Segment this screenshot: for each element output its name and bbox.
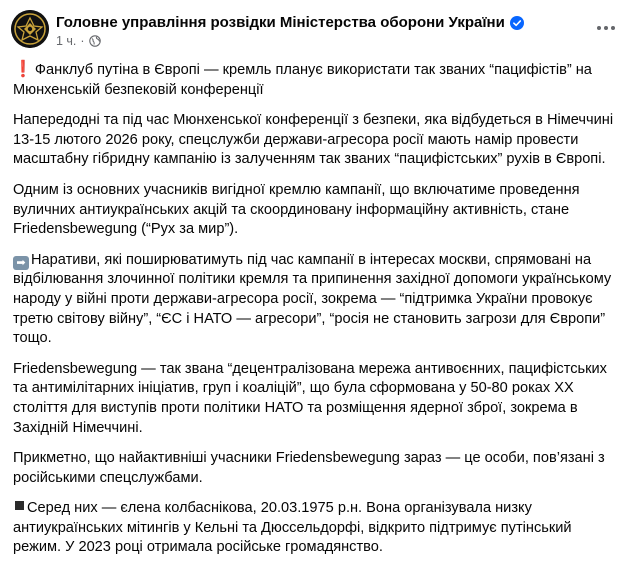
verified-badge-icon [510,16,524,30]
exclamation-icon: ❗ [13,61,33,78]
post-paragraph [13,251,617,349]
post-body [13,60,617,569]
post-paragraph: Напередодні та під час Мюнхенської конференції з безпеки, яка відбудеться в Німеччині 13-15 лютого 2026 року, спецслужби держави-агресора росії мають намір провести масштабну гібридну кампанію із залученням так званих “пацифістських” рухів в Європі. [13,112,614,168]
post-paragraph-text: Наративи, які поширюватимуть під час кампанії в інтересах москви, спрямовані на відбілювання злочинної політики кремля та припинення західної допомоги українському народу у війні проти держави-агресора росії, зокрема — “підтримка України провокує третю світову війну”, “ЄС і НАТО — агресори”, “росія не становить загрози для Європи” тощо. [13,251,612,347]
post-paragraph [13,499,617,558]
black-square-icon [15,501,24,510]
post-paragraph: Friedensbewegung — так звана “децентралізована мережа антивоєнних, пацифістських та антимілітарних ініціатив, груп і коаліцій”, що була сформована у 50-80 роках XX століття для виступів проти політики НАТО та розміщення ядерної зброї, зокрема в Західній Німеччині. [13,360,607,436]
post-paragraph-text: Серед них — єлена колбаснікова, 20.03.1975 р.н. Вона організувала низку антиукраїнських мітингів у Кельні та Дюссельдорфі, відкрито підтримує путінський режим. У 2023 році отримала російське громадянство. [13,500,572,556]
post-timestamp[interactable]: 1 ч. [56,34,77,48]
more-options-button[interactable] [593,17,619,39]
post-paragraph [13,60,617,100]
meta-separator: · [80,34,85,48]
globe-icon[interactable] [89,35,101,47]
page-name-row [56,13,524,33]
post-paragraph: Прикметно, що найактивніші учасники Friedensbewegung зараз — це особи, пов’язані з російськими спецслужбами. [13,450,605,486]
page-name-link[interactable]: Головне управління розвідки Міністерства оборони України [56,14,505,31]
gur-emblem-icon [11,10,49,48]
more-options-dot [611,26,615,30]
post-meta [56,33,101,49]
page-avatar[interactable] [11,10,49,48]
more-options-icon [597,26,601,30]
post-paragraph: Одним із основних учасників вигідної кремлю кампанії, що включатиме проведення вуличних антиукраїнських акцій та скоординовану інформаційну активність, стане Friedensbewegung (“Рух за мир”). [13,181,580,238]
post-header [0,0,628,56]
post-headline: Фанклуб путіна в Європі — кремль планує використати так званих “пацифістів” на Мюнхенській безпековій конференції [13,62,592,98]
more-options-dot [604,26,608,30]
arrow-right-icon: ➡ [13,256,29,270]
